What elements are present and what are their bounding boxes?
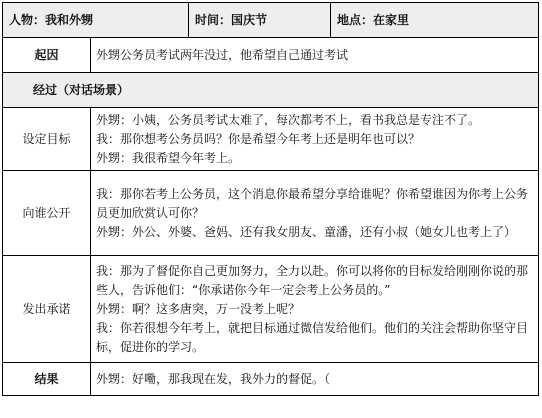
origin-label: 起因	[3, 38, 91, 73]
stage-dialogue-share	[91, 171, 539, 256]
dialogue-line: 外甥：小姨，公务员考试太难了，每次都考不上，看书我总是专注不了。	[96, 112, 481, 127]
process-row	[3, 73, 539, 108]
result-row	[3, 363, 539, 396]
stage-label-promise: 发出承诺	[3, 256, 91, 363]
dialogue-line: 我：你若很想今年考上，就把目标通过微信发给他们。他们的关注会帮助你坚守目标，促进你的学习。	[96, 320, 529, 354]
result-text: 外甥：好嘞，那我现在发，我外力的督促。（	[91, 363, 539, 396]
origin-row	[3, 38, 539, 73]
stage-row-goal	[3, 108, 539, 171]
dialogue-line: 外甥：外公、外婆、爸妈、还有我女朋友、童潘，还有小叔（她女儿也考上了）	[96, 224, 517, 239]
dialogue-line: 我：那为了督促你自己更加努力，全力以赴。你可以将你的目标发给刚刚你说的那些人，告诉他们：“你承诺你今年一定会考上公务员的。”	[96, 263, 529, 297]
dialogue-line: 外甥：我很希望今年考上。	[96, 150, 241, 165]
stage-label-share: 向谁公开	[3, 171, 91, 256]
stage-label-goal: 设定目标	[3, 108, 91, 171]
result-label: 结果	[3, 363, 91, 396]
dialogue-line: 我：那你若考上公务员，这个消息你最希望分享给谁呢？你希望谁因为你考上公务员更加欣赏认可你？	[96, 186, 529, 220]
process-label: 经过（对话场景）	[3, 73, 539, 108]
characters-cell: 人物：我和外甥	[3, 3, 189, 38]
time-cell: 时间：国庆节	[189, 3, 331, 38]
header-row	[3, 3, 539, 38]
origin-text: 外甥公务员考试两年没过，他希望自己通过考试	[91, 38, 539, 73]
place-cell: 地点：在家里	[331, 3, 539, 38]
story-table	[2, 2, 539, 396]
dialogue-line: 我：那你想考公务员吗？你是希望今年考上还是明年也可以？	[96, 131, 421, 146]
dialogue-line: 外甥：啊？这多唐突，万一没考上呢？	[96, 301, 301, 316]
stage-row-share	[3, 171, 539, 256]
stage-dialogue-promise	[91, 256, 539, 363]
stage-row-promise	[3, 256, 539, 363]
stage-dialogue-goal	[91, 108, 539, 171]
